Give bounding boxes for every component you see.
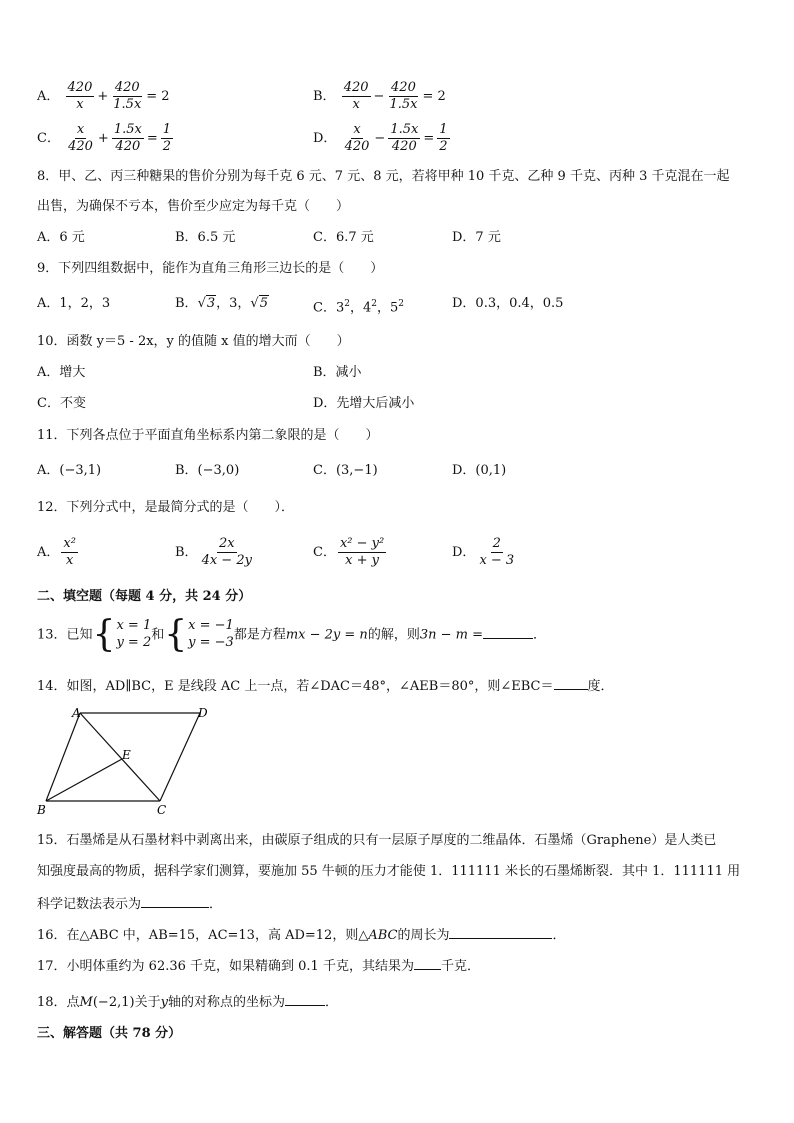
- q7-option-c: C． $\frac{x}{420}$ + $\frac{1.5x}{420}$ = $\frac{1}{2}$: [37, 122, 172, 154]
- q9-option-b: B．√3，3，√5: [175, 296, 268, 311]
- q10-option-c: C．不变: [37, 396, 86, 411]
- q12-option-a: A． $\frac{\text{x²}}{x}$: [37, 536, 76, 568]
- q16-stem: 16．在△ABC 中，AB=15，AC=13，高 AD=12，则△ABC的周长为 ．: [37, 928, 566, 943]
- q8-option-b: B．6.5 元: [175, 230, 236, 245]
- q8-option-d: D．7 元: [452, 230, 501, 245]
- q13-answer-blank: [483, 626, 533, 639]
- q17-stem: 17．小明体重约为 62.36 千克，如果精确到 0.1 千克，其结果为 千克．: [37, 959, 480, 974]
- q9-option-a: A．1，2，3: [37, 296, 111, 311]
- q7-option-b: B． $\frac{420}{x}$ − $\frac{420}{1.5x}$ = 2: [313, 80, 446, 112]
- q16-answer-blank: [449, 926, 552, 939]
- q15-line3: 科学记数法表示为 ．: [37, 897, 223, 912]
- q14-stem: 14．如图，AD∥BC，E 是线段 AC 上一点，若∠DAC＝48°，∠AEB＝80°，则∠EBC＝ 度．: [37, 679, 614, 694]
- q8-option-c: C．6.7 元: [313, 230, 374, 245]
- q15-line2: 知强度最高的物质，据科学家们测算，要施加 55 牛顿的压力才能使 1．111111 米长的石墨烯断裂．其中 1．111111 用: [37, 864, 741, 879]
- label-b: B: [37, 803, 46, 817]
- label-d: D: [198, 706, 208, 720]
- q13-stem: 13．已知 { x = 1 y = 2 和 { x = −1 y = −3 都是方程mx − 2y = n的解，则3n − m = ．: [37, 614, 546, 655]
- q10-option-d: D．先增大后减小: [313, 396, 415, 411]
- q8-stem-line2: 出售，为确保不亏本，售价至少应定为每千克（ ）: [37, 199, 350, 214]
- label-c: C: [157, 803, 167, 817]
- q17-answer-blank: [414, 957, 441, 970]
- q10-stem: 10．函数 y＝5 - 2x，y 的值随 x 值的增大而（ ）: [37, 334, 350, 349]
- label-e: E: [122, 748, 131, 762]
- q12-option-c: C． $\frac{\text{x² − y²}}{x + y}$: [313, 536, 385, 568]
- segment-be: [46, 759, 122, 801]
- q11-option-d: D．(0,1): [452, 463, 507, 478]
- q7-option-a: A． $\frac{420}{x}$ + $\frac{420}{1.5x}$ = 2: [37, 80, 170, 112]
- q10-option-b: B．减小: [313, 365, 362, 380]
- q7-option-d: D． $\frac{x}{420}$ − $\frac{1.5x}{420}$ = $\frac{1}{2}$: [313, 122, 448, 154]
- q14-answer-blank: [554, 677, 588, 690]
- q12-option-b: B． $\frac{2x}{4x - 2y}$: [175, 536, 252, 568]
- q15-answer-blank: [141, 895, 209, 908]
- q18-answer-blank: [285, 993, 325, 1006]
- q9-option-c: C．$3^2$，$4^2$，$5^2$: [313, 299, 405, 316]
- q15-line1: 15．石墨烯是从石墨材料中剥离出来，由碳原子组成的只有一层原子厚度的二维晶体．石墨烯（Graphene）是人类已: [37, 833, 717, 848]
- q12-stem: 12．下列分式中，是最简分式的是（ ）．: [37, 500, 295, 515]
- label-a: A: [72, 706, 81, 720]
- section-2-heading: 二、填空题（每题 4 分，共 24 分）: [37, 589, 252, 604]
- q9-stem: 9．下列四组数据中，能作为直角三角形三边长的是（ ）: [37, 261, 384, 276]
- q18-stem: 18．点M(−2,1)关于y轴的对称点的坐标为 ．: [37, 995, 338, 1010]
- segment-dc: [160, 713, 200, 801]
- section-3-heading: 三、解答题（共 78 分）: [37, 1026, 182, 1041]
- q11-option-b: B．(−3,0): [175, 463, 240, 478]
- q12-option-d: D． $\frac{2}{x - 3}$: [452, 536, 515, 568]
- segment-ac: [80, 713, 160, 801]
- q8-stem-line1: 8．甲、乙、丙三种糖果的售价分别为每千克 6 元、7 元、8 元，若将甲种 10 千克、乙种 9 千克、丙种 3 千克混在一起: [37, 169, 730, 184]
- q11-option-a: A．(−3,1): [37, 463, 102, 478]
- q8-option-a: A．6 元: [37, 230, 85, 245]
- q11-stem: 11．下列各点位于平面直角坐标系内第二象限的是（ ）: [37, 428, 379, 443]
- q11-option-c: C．(3,−1): [313, 463, 378, 478]
- segment-ab: [46, 713, 80, 801]
- q9-option-d: D．0.3，0.4，0.5: [452, 296, 564, 311]
- q10-option-a: A．增大: [37, 365, 86, 380]
- q14-figure: [34, 703, 219, 818]
